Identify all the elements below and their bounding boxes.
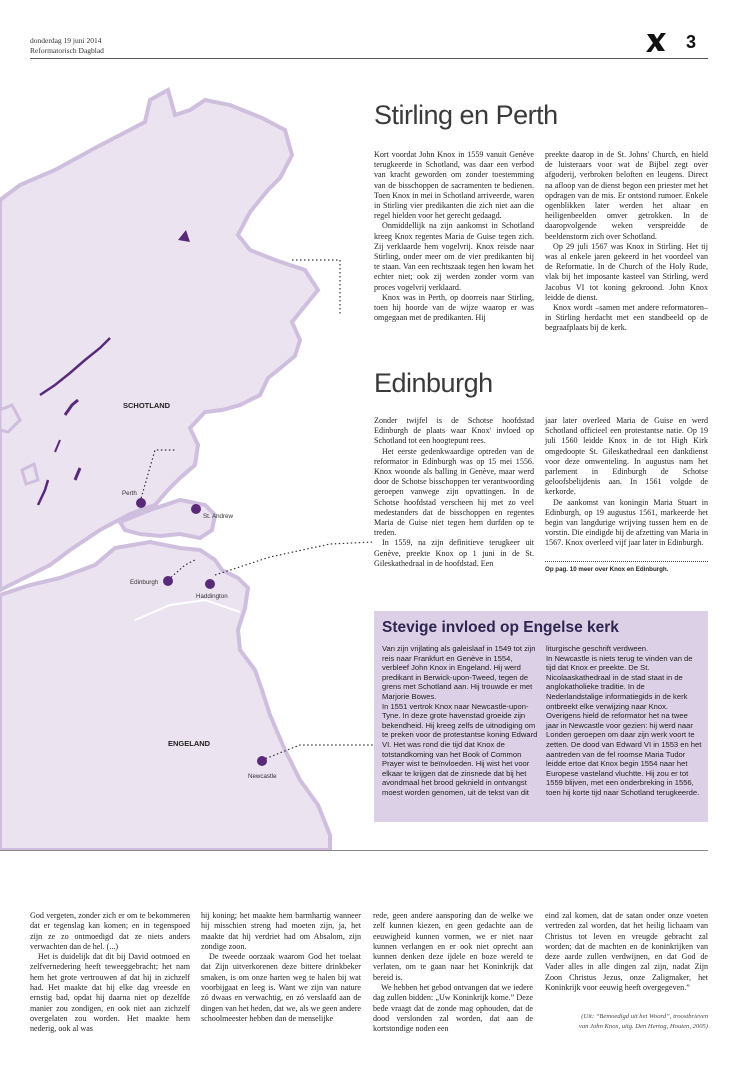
bottom-column-2 (201, 911, 361, 1024)
paragraph: eind zal komen, dat de satan onder onze voeten vertreden zal worden, dat het heilig lichaam van Christus tot leven en vreugde gebracht zal worden; dat de machten en de koninkrijken van deze aarde zullen verdwijnen, en dat God de Vader alles in alle dingen zal zijn, nadat Zijn Zoon Christus Jezus, onze Zaligmaker, het Koninkrijk voor eeuwig heeft overgegeven.” (545, 911, 708, 993)
newspaper-name: Reformatorisch Dagblad (30, 46, 104, 55)
marker-newcastle (257, 756, 267, 766)
paragraph: In 1559, na zijn definitieve terugkeer uit Genève, preekte Knox op 1 juni in de St. Gileskathedraal in de hoofdstad. Een (374, 538, 534, 568)
label-st-andrews: St. Andrew (203, 513, 233, 520)
leader-edinburgh-text (215, 542, 374, 575)
header-date-block (30, 36, 104, 56)
box-column-2 (546, 644, 702, 798)
label-haddington: Haddington (196, 593, 228, 600)
label-schotland: SCHOTLAND (123, 401, 171, 410)
edinburgh-footnote: Op pag. 10 meer over Knox en Edinburgh. (545, 566, 669, 573)
credit-line: van John Knox, uitg. Den Hertog, Houten, 2005) (578, 1022, 708, 1030)
footnote-divider (545, 561, 708, 562)
issue-date: donderdag 19 juni 2014 (30, 36, 102, 45)
page-number: 3 (686, 32, 697, 52)
box-column-1 (382, 644, 540, 798)
paragraph: God vergeten, zonder zich er om te bekommeren dat er tegenslag kan komen; en in tegenspoed zijn ze zo ontmoedigd dat ze niets anders verwachten dan de hel. (...) (30, 911, 190, 951)
paragraph: We hebben het gebod ontvangen dat we iedere dag zullen bidden: „Uw Koninkrijk kome.” Deze bede vraagt dat de zonde mag ophouden, dat de dood verslonden zal worden, dat aan de kortstondige noden een (373, 983, 533, 1034)
label-newcastle: Newcastle (248, 773, 277, 780)
bottom-column-1 (30, 911, 190, 1035)
paragraph: preekte daarop in de St. Johns' Church, en hield de luisteraars voor wat de Bijbel zegt over afgoderij, verbroken beloften en leugens. Direct na afloop van de dienst begon een priester met het opdragen van de mis. Er ontstond rumoer. Enkele ogenblikken later werden het altaar en heiligenbeelden omver getrokken. In de daaropvolgende weken verspreidde de beeldenstorm zich over Schotland. (545, 150, 708, 241)
paragraph: In Newcastle is niets terug te vinden van de tijd dat Knox er preekte. De St. Nicolaaskathedraal in de stad staat in de anglokatholieke traditie. In de Nederlandstalige informatiegids in de kerk ontbreekt elke verwijzing naar Knox. (546, 653, 693, 711)
credit-line: (Uit: “Bemoedigd uit het Woord”, troostbrieven (581, 1013, 708, 1020)
source-credit (545, 1012, 708, 1031)
paragraph: Zonder twijfel is de Schotse hoofdstad Edinburgh de plaats waar Knox' invloed op Schotland tot een hoogtepunt rees. (374, 416, 534, 446)
stirling-column-1 (374, 150, 534, 323)
paragraph: hij koning; het maakte hem barmhartig wanneer hij misschien streng had moeten zijn, ja, het maakte dat hij verdriet had om Absalom, zijn zondige zoon. (201, 911, 361, 951)
paragraph: Op 29 juli 1567 was Knox in Stirling. Het tij was al enkele jaren gekeerd in het voordeel van de Reformatie. In de Church of the Holy Rude, vlak bij het imposante kasteel van Stirling, werd Jacobus VI tot koning gekroond. John Knox leidde de dienst. (545, 241, 708, 302)
label-perth: Perth (122, 490, 137, 497)
section-divider (0, 850, 708, 851)
paragraph: jaar later overleed Maria de Guise en werd Schotland officieel een protestantse natie. Op 19 juli 1560 leidde Knox in de tot High Kirk omgedoopte St. Gileskathedraal een dankdienst voor deze omwenteling. In augustus nam het parlement in Edinburgh de Schotse geloofsbelijdenis aan. In 1561 volgde de kerkorde. (545, 416, 708, 497)
map-scotland-england (0, 60, 374, 850)
paragraph: De aankomst van koningin Maria Stuart in Edinburgh, op 19 augustus 1561, markeerde het begin van langdurige wrijving tussen hem en de vorstin. Die eindigde bij de afzetting van Maria in 1567. Knox overleed vijf jaar later in Edinburgh. (545, 497, 708, 548)
paragraph: De tweede oorzaak waarom God het toelaat dat Zijn uitverkorenen deze bittere drinkbeker smaken, is om onze harten weg te halen bij wat voorbijgaat en leeg is. Want we zijn van nature zó dwaas en verwachtig, en zó verslaafd aan de dingen van het heden, dat we, als we geen andere schoolmeester hebben dan de menselijke (201, 952, 361, 1023)
paragraph: Van zijn vrijlating als galeislaaf in 1549 tot zijn reis naar Frankfurt en Genève in 1554, verbleef John Knox in Engeland. Hij werd predikant in Berwick-upon-Tweed, tegen de grens met Schotland aan. Hij trouwde er met Marjorie Bowes. (382, 644, 536, 701)
bottom-column-3 (373, 911, 533, 1035)
paragraph: rede, geen andere aansporing dan de welke we zelf kunnen kiezen, en geen gedachte aan de eeuwigheid kunnen vormen, we er niet naar kunnen verlangen en er ook niet oprecht aan kunnen denken deze ijdele en boze wereld te verlaten, om te gaan naar het Koninkrijk dat bereid is. (373, 911, 533, 982)
marker-st-andrews (191, 504, 201, 514)
paragraph: In 1551 vertrok Knox naar Newcastle-upon-Tyne. In deze grote havenstad groeide zijn bekendheid. Hij kreeg zelfs de uitnodiging om te preken voor de protestantse koning Edward VI. Het was rond die tijd dat Knox de totstandkoming van het Book of Common Prayer wist te beïnvloeden. Hij wist het voor elkaar te krijgen dat de zinsnede dat bij het avondmaal het brood geknield in ontvangst moest worden genomen, uit de tekst van dit (382, 701, 538, 797)
paragraph: Knox wordt –samen met andere reformatoren– in Stirling herdacht met een standbeeld op de begraafplaats bij de kerk. (545, 303, 708, 333)
header-divider (30, 58, 708, 59)
marker-edinburgh (163, 576, 173, 586)
marker-haddington (205, 579, 215, 589)
paragraph: Het is duidelijk dat dit bij David ootmoed en zelfvernedering heeft teweeggebracht; het nam hem het grote vertrouwen af dat hij in zichzelf had. Het maakte dat hij elke dag vreesde en ernstig bad, opdat hij daarna niet op dezelfde manier zou zondigen, en ook niet aan zichzelf overgelaten zou worden. Het maakte hem nederig, ook al was (30, 952, 190, 1034)
heading-edinburgh: Edinburgh (374, 368, 493, 398)
stirling-column-2 (545, 150, 708, 334)
paragraph: liturgische geschrift verdween. (546, 644, 649, 653)
paragraph: Knox was in Perth, op doorreis naar Stirling, toen hij hoorde van de wijze waarop er was omgegaan met de predikanten. Hij (374, 292, 534, 323)
bottom-column-4 (545, 911, 708, 993)
paragraph: Onmiddellijk na zijn aankomst in Schotland kreeg Knox regentes Maria de Guise tegen zich. Zij verklaarde hem vogelvrij. Knox reisde naar Stirling, onder meer om de vier predikanten bij te staan. Van een rechtszaak tegen hen kwam het echter niet; ook zij werden zonder vorm van proces vogelvrij verklaard. (374, 221, 534, 292)
edinburgh-column-2 (545, 416, 708, 549)
land-south (0, 542, 330, 850)
paragraph: Kort voordat John Knox in 1559 vanuit Genève terugkeerde in Schotland, was daar een verbod van kracht geworden om zonder toestemming van de bisschoppen de sacramenten te bedienen. Toen Knox in mei in Schotland arriveerde, waren in Stirling vier predikanten die zich niet aan die regel hielden voor het gerecht gedaagd. (374, 150, 534, 221)
marker-perth (136, 498, 146, 508)
heading-stirling-perth: Stirling en Perth (374, 100, 558, 130)
paragraph: Het eerste gedenkwaardige optreden van de reformator in Edinburgh was op 15 mei 1556. Knox woonde als balling in Genève, maar werd door de Schotse bisschoppen ter verantwoording geroepen vanwege zijn opvattingen. In de Schotse hoofdstad verscheen hij met zo veel medestanders dat de bisschoppen en regentes Maria de Guise niet tegen hem durfden op te treden. (374, 446, 534, 538)
label-edinburgh: Edinburgh (130, 579, 159, 586)
rd-cross-logo-icon (644, 30, 668, 54)
box-title: Stevige invloed op Engelse kerk (382, 619, 619, 636)
label-engeland: ENGELAND (168, 739, 211, 748)
sidebar-box-engelse-kerk (374, 611, 708, 822)
edinburgh-column-1 (374, 416, 534, 569)
paragraph: Overigens hield de reformator het na twee jaar in Newcastle voor gezien: hij werd naar Londen geroepen om daar zijn werk voort te zetten. De dood van Edward VI in 1553 en het aantreden van de fel roomse Maria Tudor leidde ertoe dat Knox begin 1554 naar het Europese vasteland vluchtte. Hij zou er tot 1559 blijven, met een onderbreking in 1556, toen hij korte tijd naar Schotland terugkeerde. (546, 711, 702, 797)
